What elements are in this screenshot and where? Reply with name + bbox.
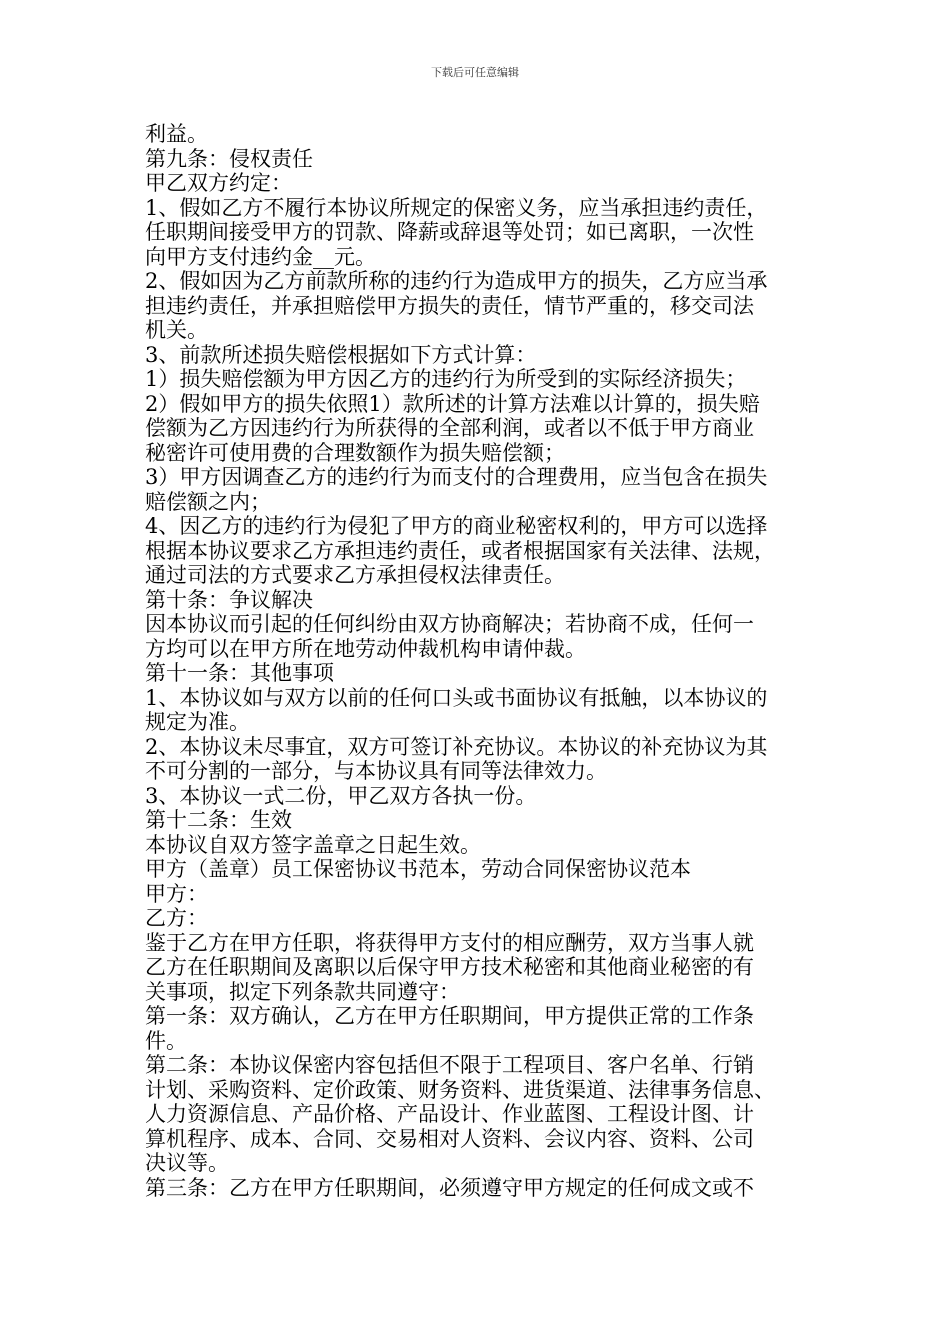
text-line: 甲乙双方约定： [145,171,292,195]
text-line: 3）甲方因调查乙方的违约行为而支付的合理费用，应当包含在损失 [145,465,768,489]
text-line: 规定为准。 [145,710,250,734]
text-line: 向甲方支付违约金__元。 [145,244,376,269]
text-line: 3、前款所述损失赔偿根据如下方式计算： [145,342,537,367]
text-line: 关事项，拟定下列条款共同遵守： [145,979,460,1004]
text-line: 通过司法的方式要求乙方承担侵权法律责任。 [145,563,565,587]
text-line: 1、本协议如与双方以前的任何口头或书面协议有抵触，以本协议的 [145,685,768,710]
text-line: 不可分割的一部分，与本协议具有同等法律效力。 [145,759,607,783]
text-line: 2）假如甲方的损失依照1）款所述的计算方法难以计算的，损失赔 [145,391,760,416]
text-line: 4、因乙方的违约行为侵犯了甲方的商业秘密权利的，甲方可以选择 [145,514,768,538]
text-line: 计划、采购资料、定价政策、财务资料、进货渠道、法律事务信息、 [145,1077,775,1102]
text-line: 3、本协议一式二份，甲乙双方各执一份。 [145,783,537,808]
text-line: 第九条：侵权责任 [145,146,313,171]
text-line: 方均可以在甲方所在地劳动仲裁机构申请仲裁。 [145,636,586,661]
text-line: 任职期间接受甲方的罚款、降薪或辞退等处罚；如已离职，一次性 [145,220,754,244]
text-line: 决议等。 [145,1151,229,1175]
text-line: 2、假如因为乙方前款所称的违约行为造成甲方的损失，乙方应当承 [145,269,768,293]
page-header: 下载后可任意编辑 [431,66,519,79]
text-line: 担违约责任，并承担赔偿甲方损失的责任，情节严重的，移交司法 [145,293,754,318]
text-line: 第三条：乙方在甲方任职期间，必须遵守甲方规定的任何成文或不 [145,1175,754,1200]
text-line: 利益。 [145,122,208,146]
text-line: 第一条：双方确认，乙方在甲方任职期间，甲方提供正常的工作条 [145,1004,754,1028]
text-line: 鉴于乙方在甲方任职，将获得甲方支付的相应酬劳，双方当事人就 [145,930,754,955]
text-line: 机关。 [145,318,208,342]
text-line: 根据本协议要求乙方承担违约责任，或者根据国家有关法律、法规， [145,538,775,563]
text-line: 甲方： [145,881,208,906]
text-line: 第十条：争议解决 [145,587,313,612]
text-line: 赔偿额之内； [145,489,271,514]
text-line: 偿额为乙方因违约行为所获得的全部利润，或者以不低于甲方商业 [145,416,754,440]
text-line: 因本协议而引起的任何纠纷由双方协商解决；若协商不成，任何一 [145,612,754,636]
text-line: 件。 [145,1028,187,1053]
text-line: 第十二条：生效 [145,808,292,832]
text-line: 秘密许可使用费的合理数额作为损失赔偿额； [145,440,565,465]
text-line: 乙方： [145,906,208,930]
document-body [145,122,810,1200]
text-line: 第二条：本协议保密内容包括但不限于工程项目、客户名单、行销 [145,1053,754,1077]
text-line: 甲方（盖章）员工保密协议书范本，劳动合同保密协议范本 [145,857,691,881]
text-line: 本协议自双方签字盖章之日起生效。 [145,832,481,857]
text-line: 1）损失赔偿额为甲方因乙方的违约行为所受到的实际经济损失； [145,367,747,391]
text-line: 人力资源信息、产品价格、产品设计、作业蓝图、工程设计图、计 [145,1102,754,1126]
text-line: 1、假如乙方不履行本协议所规定的保密义务，应当承担违约责任， [145,195,768,220]
text-line: 第十一条：其他事项 [145,661,334,685]
text-line: 算机程序、成本、合同、交易相对人资料、会议内容、资料、公司 [145,1126,754,1151]
text-line: 乙方在任职期间及离职以后保守甲方技术秘密和其他商业秘密的有 [145,955,754,979]
text-line: 2、本协议未尽事宜，双方可签订补充协议。本协议的补充协议为其 [145,734,768,759]
